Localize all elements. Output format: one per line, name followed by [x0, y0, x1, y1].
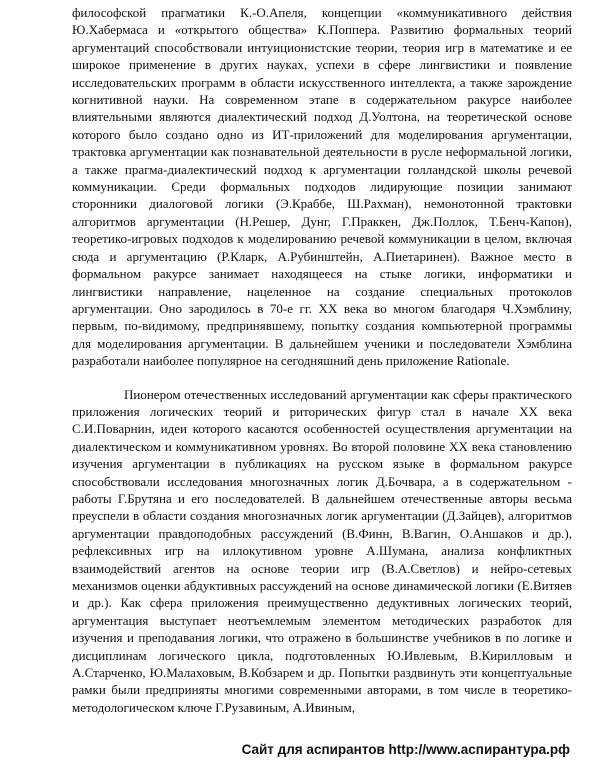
- site-footer: Сайт для аспирантов http://www.аспирантура.рф: [241, 742, 570, 757]
- paragraph-2: Пионером отечественных исследований аргументации как сферы практического приложения логических теорий и риторических фигур стал в начале XX века С.И.Поварнин, идеи которого касаются особенностей осуществления аргументации на диалектическом и коммуникативном уровнях. Во второй половине XX века становлению изучения аргументации в публикациях на русском языке в формальном ракурсе способствовали исследования многозначных логик Д.Бочвара, а в содержательном - работы Г.Брутяна и его последователей. В дальнейшем отечественные авторы весьма преуспели в области создания многозначных логик аргументации (Д.Зайцев), алгоритмов аргументации правдоподобных рассуждений (В.Финн, В.Вагин, О.Аншаков и др.), рефлексивных игр на иллокутивном уровне А.Шумана, анализа конфликтных взаимодействий агентов на основе теории игр (В.А.Светлов) и нейро-сетевых механизмов оценки абдуктивных рассуждений на основе динамической логики (Е.Витяев и др.). Как сфера приложения преимущественно дедуктивных логических теорий, аргументация выступает неотъемлемым элементом методических разработок для изучения и преподавания логики, что отражено в большинстве учебников в по логике и дисциплинам логического цикла, подготовленных Ю.Ивлевым, В.Кирилловым и А.Старченко, Ю.Малаховым, В.Кобзарем и др. Попытки раздвинуть эти концептуальные рамки были предприняты многими современными авторами, в том числе в теоретико-методологическом ключе Г.Рузавиным, А.Ивиным,: [72, 386, 572, 715]
- document-body: [72, 4, 572, 716]
- paragraph-1: философской прагматики К.-О.Апеля, концепции «коммуникативного действия Ю.Хабермаса и «открытого общества» К.Поппера. Развитию формальных теорий аргументаций способствовали интуиционистские теории, теория игр в математике и ее широкое применение в других науках, успехи в сфере лингвистики и появление исследовательских программ в области искусственного интеллекта, а также зарождение когнитивной науки. На современном этапе в содержательном ракурсе наиболее влиятельными являются диалектический подход Д.Уолтона, на теоретической основе которого было создано одно из ИТ-приложений для моделирования аргументации, трактовка аргументации как познавательной деятельности в русле неформальной логики, а также прагма-диалектический подход к аргументации голландской школы речевой коммуникации. Среди формальных подходов лидирующие позиции занимают сторонники диалоговой логики (Э.Краббе, Ш.Рахман), немонотонной трактовки алгоритмов аргументации (Н.Решер, Дунг, Г.Праккен, Дж.Поллок, Т.Бенч-Капон), теоретико-игровых подходов к моделированию речевой коммуникации в целом, включая сюда и аргументацию (Р.Кларк, А.Рубинштейн, А.Пиетаринен). Важное место в формальном ракурсе занимает находящееся на стыке логики, информатики и лингвистики направление, нацеленное на создание специальных протоколов аргументации. Оно зародилось в 70-е гг. XX века во многом благодаря Ч.Хэмблину, первым, по-видимому, предпринявшему, попытку создания компьютерной программы для моделирования аргументации. В дальнейшем ученики и последователи Хэмблина разработали наиболее популярное на сегодняшний день приложение Rationale.: [72, 5, 572, 369]
